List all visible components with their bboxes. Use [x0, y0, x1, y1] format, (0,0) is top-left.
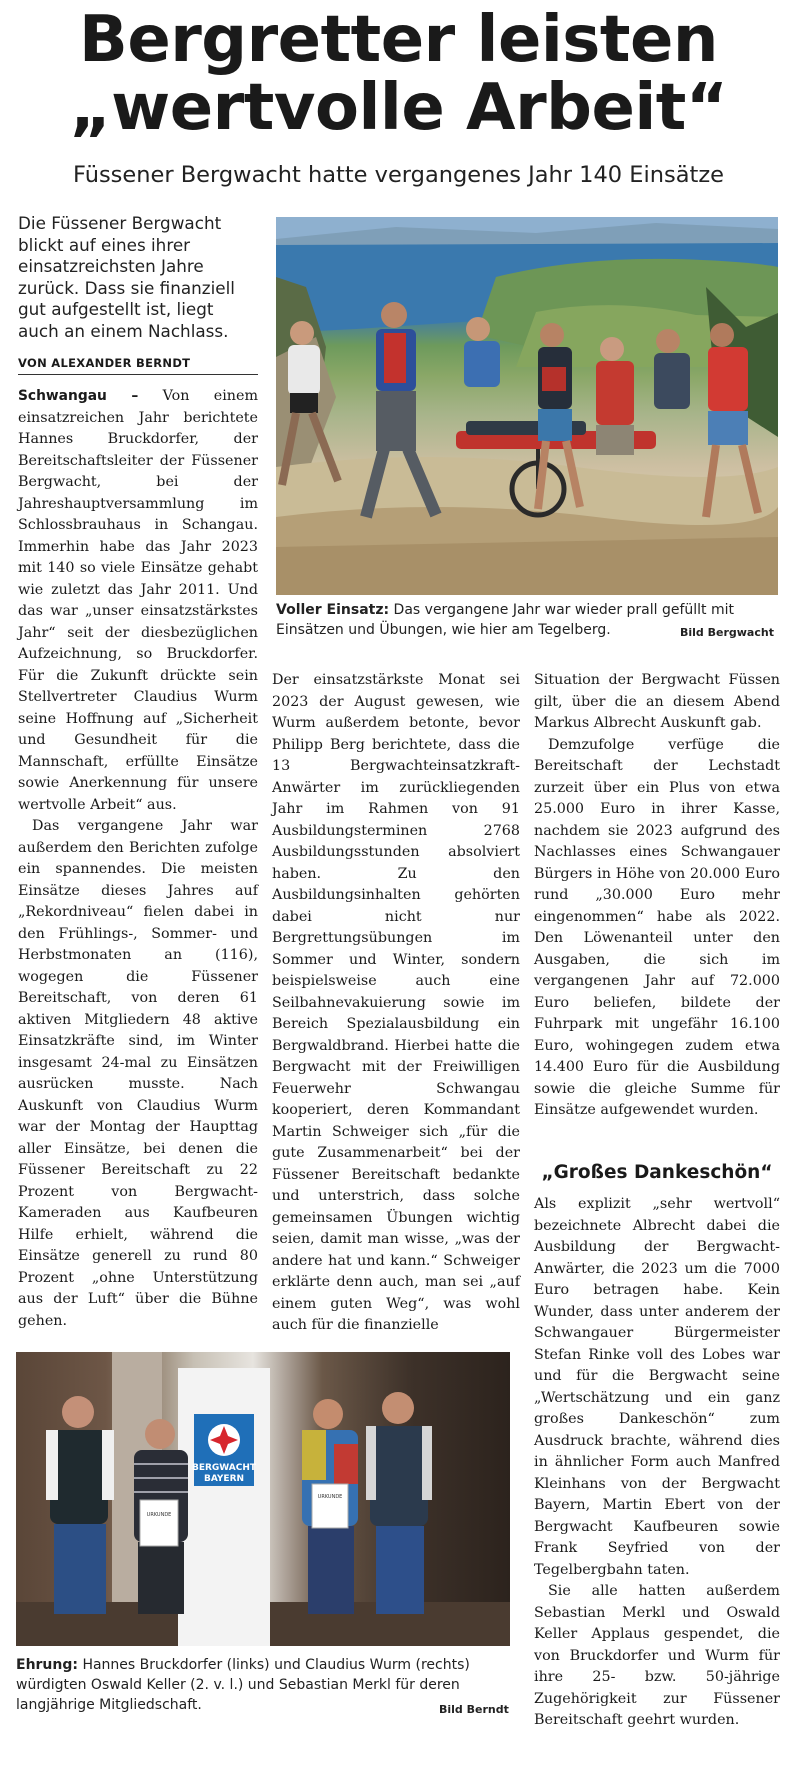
photo1-credit: Bild Bergwacht [680, 626, 774, 639]
paragraph: Situation der Bergwacht Füssen gilt, über die an diesem Abend Markus Albrecht Auskunft gab. [534, 672, 780, 731]
section-subhead: „Großes Dankeschön“ [541, 1162, 773, 1183]
photo1-caption-text: Das vergangene Jahr war wieder prall gefüllt mit Einsätzen und Übungen, wie hier am Tegelberg. [276, 602, 735, 638]
paragraph: Als explizit „sehr wertvoll“ bezeichnete Albrecht dabei die Ausbildung der Bergwacht-Anwärter, die 2023 um die 7000 Euro betragen habe. Kein Wunder, dass unter anderem der Schwangauer Bürgermeister Stefan Rinke voll des Lobes war und für die Bergwacht seine „Wertschätzung und ein ganz großes Dankeschön“ zum Ausdruck brachte, während dies in ähnlicher Form auch Manfred Kleinhans von der Bergwacht Bayern, Martin Ebert von der Bergwacht Kaufbeuren sowie Frank Seyfried von der Tegelbergbahn taten. [534, 1196, 780, 1578]
dateline: Schwangau – [18, 388, 139, 404]
rescue-exercise-photo [276, 217, 778, 595]
banner-line-2: BAYERN [203, 1474, 245, 1484]
subheadline: Füssener Bergwacht hatte vergangenes Jahr 140 Einsätze [72, 162, 724, 188]
article-column-1 [18, 386, 258, 1332]
photo1-caption-label: Voller Einsatz: [276, 602, 390, 618]
paragraph: Der einsatzstärkste Monat sei 2023 der August gewesen, wie Wurm außerdem betonte, bevor Philipp Berg berichtete, dass die 13 Bergwachteinsatzkraft-Anwärter im zurückliegenden Jahr im Rahmen von 91 Ausbildungsterminen 2768 Ausbildungsstunden absolviert haben. Zu den Ausbildungsinhalten gehörten dabei nicht nur Bergrettungsübungen im Sommer und Winter, sondern beispielsweise auch eine Seilbahnevakuierung sowie im Bereich Spezialausbildung ein Bergwaldbrand. Hierbei hatte die Bergwacht mit der Freiwilligen Feuerwehr Schwangau kooperiert, deren Kommandant Martin Schweiger sich „für die gute Zusammenarbeit“ bei der Füssener Bereitschaft bedankte und unterstrich, dass solche gemeinsamen Übungen wichtig seien, damit man wisse, „was der andere hat und kann.“ Schweiger erklärte denn auch, man sei „auf einem guten Weg“, was wohl auch für die finanzielle [272, 672, 520, 1333]
certificate-left [140, 1500, 178, 1546]
photo2-caption-text: Hannes Bruckdorfer (links) und Claudius Wurm (rechts) würdigten Oswald Keller (2. v. l.) und Sebastian Merkl für deren langjährige Mitgliedschaft. [16, 1657, 470, 1713]
photo2-caption [16, 1655, 510, 1715]
article-column-3 [534, 670, 780, 1122]
photo2-credit: Bild Berndt [439, 1703, 509, 1716]
paragraph: Das vergangene Jahr war außerdem den Berichten zufolge ein spannendes. Die meisten Einsätze dieses Jahres auf „Rekordniveau“ fielen dabei in den Frühlings-, Sommer- und Herbstmonaten an (116), wogegen die Füssener Bereitschaft, von deren 61 aktiven Mitgliedern 48 aktive Einsatzkräfte sind, im Winter insgesamt 24-mal zu Einsätzen ausrücken musste. Nach Auskunft von Claudius Wurm war der Montag der Haupttag aller Einsätze, bei denen die Füssener Bereitschaft zu 22 Prozent von Bergwacht-Kameraden aus Kaufbeuren Hilfe erhielt, während die Einsätze generell zu rund 80 Prozent „ohne Unterstützung aus der Luft“ über die Bühne gehen. [18, 818, 258, 1329]
paragraph: Demzufolge verfüge die Bereitschaft der Lechstadt zurzeit über ein Plus von etwa 25.000 Euro in ihrer Kasse, nachdem sie 2023 aufgrund des Nachlasses eines Schwangauer Bürgers in Höhe von 20.000 Euro rund „30.000 Euro mehr eingenommen“ habe als 2022. Den Löwenanteil unter den Ausgaben, die sich im vergangenen Jahr auf 72.000 Euro beliefen, bildete der Fuhrpark mit ungefähr 16.100 Euro, wohingegen zudem etwa 14.400 Euro für die Ausbildung sowie die gleiche Summe für Einsätze aufgewendet wurden. [534, 736, 780, 1118]
headline [0, 3, 797, 145]
paragraph: Sie alle hatten außerdem Sebastian Merkl und Oswald Keller Applaus gespendet, die von Bruckdorfer und Wurm für ihre 25- bzw. 50-jährige Zugehörigkeit zur Füssener Bereitschaft geehrt wurden. [534, 1583, 780, 1728]
honoring-illustration [16, 1352, 510, 1646]
honoring-photo [16, 1352, 510, 1646]
banner-line-1: BERGWACHT [191, 1463, 257, 1473]
article-column-3-continued [534, 1194, 780, 1732]
article-column-2 [272, 670, 520, 1337]
headline-line-1: Bergretter leisten [79, 3, 718, 77]
paragraph [18, 386, 258, 816]
certificate-right [312, 1484, 348, 1528]
paragraph-text: Von einem einsatzreichen Jahr berichtete Hannes Bruckdorfer, der Bereitschaftsleiter der Füssener Bergwacht, bei der Jahreshauptversammlung im Schlossbrauhaus in Schangau. Immerhin habe das Jahr 2023 mit 140 so viele Einsätze gehabt wie zuletzt das Jahr 2011. Und das war „unser einsatzstärkstes Jahr“ seit der diesbezüglichen Aufzeichnung, so Bruckdorfer. Für die Zukunft drückte sein Stellvertreter Claudius Wurm seine Hoffnung auf „Sicherheit und Gesundheit für die Mannschaft, erfüllte Einsätze sowie Anerkennung für unsere wertvolle Arbeit“ aus. [18, 388, 259, 813]
byline: VON ALEXANDER BERNDT [18, 356, 258, 375]
photo2-caption-label: Ehrung: [16, 1657, 78, 1673]
rescue-exercise-illustration [276, 217, 778, 595]
lead-paragraph: Die Füssener Bergwacht blickt auf eines ihrer einsatzreichsten Jahre zurück. Dass sie finanziell gut aufgestellt ist, liegt auch an einem Nachlass. [18, 213, 235, 341]
certificate-left-text: URKUNDE [146, 1512, 172, 1518]
certificate-right-text: URKUNDE [317, 1494, 343, 1500]
headline-line-2: „wertvolle Arbeit“ [69, 71, 728, 145]
